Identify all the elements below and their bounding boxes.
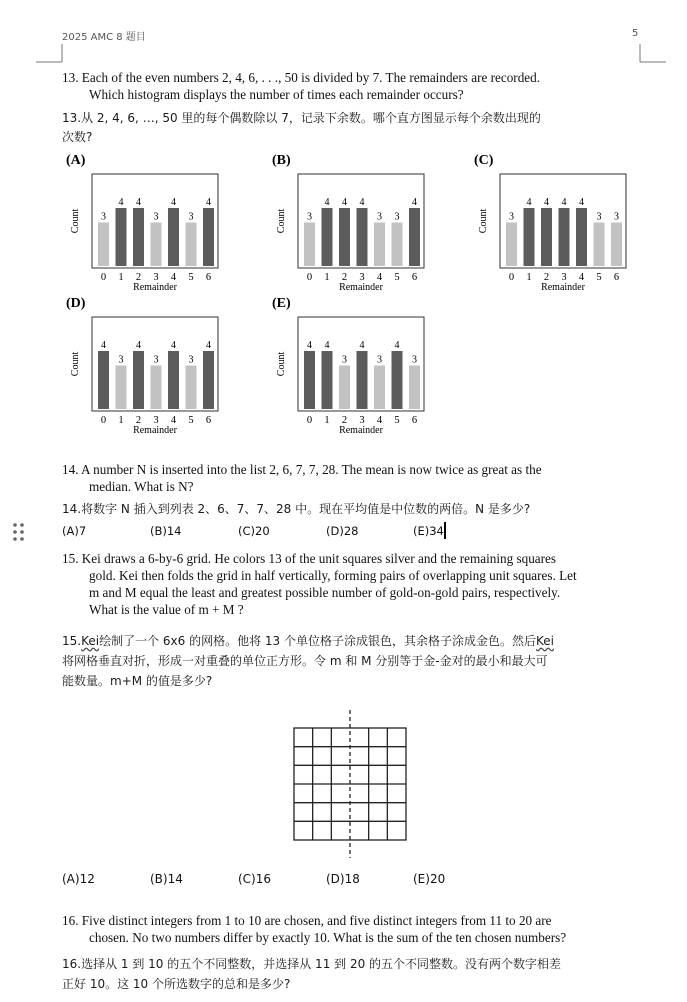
q15-zh-name-kei: Kei	[81, 634, 100, 648]
q15-option-d: (D)18	[326, 872, 360, 886]
q13-text-zh-2: 次数?	[62, 130, 93, 144]
q14-text-zh-1: 14.将数字 N 插入到列表 2、6、7、7、28 中。现在平均值是中位数的两倍。N 是多少?	[62, 502, 531, 516]
bar-value-label: 4	[324, 197, 330, 208]
q14-option-d: (D)28	[326, 524, 359, 538]
bar-value-label: 4	[324, 340, 330, 351]
tick-label: 0	[100, 272, 107, 283]
axis-label-remainder: Remainder	[133, 282, 177, 293]
q15-zh-line1-rest: 绘制了一个 6x6 的网格。他将 13 个单位格子涂成银色，其余格子涂成金色。然后	[99, 634, 536, 648]
tick-label: 0	[306, 415, 313, 426]
bar-value-label: 4	[359, 197, 365, 208]
bar-remainder-2	[339, 366, 350, 410]
q14-option-b: (B)14	[150, 524, 182, 538]
histogram-a	[62, 150, 232, 295]
bar-value-label: 3	[596, 211, 602, 223]
tick-label: 5	[188, 272, 194, 283]
tick-label: 5	[394, 272, 400, 283]
tick-label: 3	[359, 272, 365, 283]
bar-value-label: 3	[509, 211, 514, 223]
bar-remainder-3	[559, 208, 570, 266]
histogram-b-label: (B)	[272, 153, 291, 168]
bar-remainder-5	[186, 366, 197, 410]
text-cursor	[444, 522, 446, 539]
tick-label: 6	[205, 272, 212, 283]
axis-label-count: Count	[276, 351, 287, 377]
bar-value-label: 4	[206, 340, 211, 351]
q16-text-en-1: 16. Five distinct integers from 1 to 10 are chosen, and five distinct integers from 11 to 20 are	[62, 913, 552, 928]
bar-value-label: 3	[614, 211, 619, 223]
bar-value-label: 3	[188, 354, 194, 366]
bar-remainder-3	[357, 351, 368, 409]
tick-label: 6	[205, 415, 212, 426]
tick-label: 3	[561, 272, 567, 283]
histogram-c	[470, 150, 640, 295]
histogram-e-label: (E)	[272, 296, 291, 311]
bar-remainder-1	[116, 366, 127, 410]
histogram-d-label: (D)	[66, 296, 86, 311]
tick-label: 1	[526, 272, 532, 283]
q13-text-en-1: 13. Each of the even numbers 2, 4, 6, . . ., 50 is divided by 7. The remainders are recorded.	[62, 70, 541, 85]
bar-value-label: 4	[136, 197, 141, 208]
q16-text-zh-1: 16.选择从 1 到 10 的五个不同整数，并选择从 11 到 20 的五个不同整数。没有两个数字相差	[62, 957, 562, 971]
drag-handle-icon[interactable]	[12, 521, 26, 543]
tick-label: 6	[411, 272, 418, 283]
q14-option-c: (C)20	[238, 524, 270, 538]
tick-label: 0	[306, 272, 313, 283]
bar-value-label: 4	[118, 197, 124, 208]
bar-remainder-5	[186, 223, 197, 267]
q15-text-en-1: 15. Kei draws a 6-by-6 grid. He colors 13 of the unit squares silver and the remaining squares	[62, 551, 557, 566]
q15-text-en-3: m and M equal the least and greatest possible number of gold-on-gold pairs, respectively.	[89, 585, 561, 600]
page-header-title: 2025 AMC 8 题目	[62, 32, 146, 43]
tick-label: 1	[324, 415, 330, 426]
bar-remainder-3	[357, 208, 368, 266]
tick-label: 5	[394, 415, 400, 426]
axis-label-remainder: Remainder	[541, 282, 585, 293]
q14-option-e: (E)34	[413, 524, 444, 538]
bar-remainder-6	[409, 208, 420, 266]
bar-remainder-5	[392, 351, 403, 409]
bar-value-label: 4	[206, 197, 211, 208]
tick-label: 3	[153, 415, 159, 426]
bar-remainder-4	[168, 351, 179, 409]
bar-remainder-6	[203, 208, 214, 266]
bar-value-label: 3	[118, 354, 124, 366]
tick-label: 5	[188, 415, 194, 426]
tick-label: 1	[324, 272, 330, 283]
tick-label: 2	[135, 272, 142, 283]
bar-remainder-2	[541, 208, 552, 266]
tick-label: 5	[596, 272, 602, 283]
bar-remainder-1	[524, 208, 535, 266]
bar-value-label: 3	[188, 211, 194, 223]
tick-label: 4	[376, 415, 383, 426]
axis-label-remainder: Remainder	[133, 425, 177, 436]
bar-remainder-2	[133, 351, 144, 409]
bar-value-label: 4	[544, 197, 549, 208]
bar-value-label: 4	[579, 197, 584, 208]
bar-remainder-2	[133, 208, 144, 266]
tick-label: 2	[543, 272, 550, 283]
bar-value-label: 4	[412, 197, 417, 208]
bar-value-label: 4	[136, 340, 141, 351]
bar-remainder-2	[339, 208, 350, 266]
bar-value-label: 3	[342, 354, 347, 366]
bar-value-label: 4	[359, 340, 365, 351]
q15-text-zh-1	[62, 632, 554, 651]
tick-label: 6	[613, 272, 620, 283]
bar-remainder-1	[322, 208, 333, 266]
q15-text-zh-2: 将网格垂直对折，形成一对重叠的单位正方形。令 m 和 M 分别等于金-金对的最小和最大可	[62, 654, 548, 668]
q15-text-en-2: gold. Kei then folds the grid in half vertically, forming pairs of overlapping unit squares. Let	[89, 568, 577, 583]
bar-remainder-0	[98, 351, 109, 409]
bar-remainder-6	[409, 366, 420, 410]
bar-value-label: 4	[101, 340, 106, 351]
bar-remainder-4	[168, 208, 179, 266]
bar-value-label: 3	[377, 211, 382, 223]
bar-remainder-5	[594, 223, 605, 267]
q13-text-en-2: Which histogram displays the number of times each remainder occurs?	[89, 87, 464, 102]
histogram-c-label: (C)	[474, 153, 494, 168]
bar-value-label: 4	[526, 197, 532, 208]
q14-text-en-1: 14. A number N is inserted into the list 2, 6, 7, 7, 28. The mean is now twice as great as the	[62, 462, 542, 477]
bar-value-label: 4	[394, 340, 400, 351]
q15-option-e: (E)20	[413, 872, 446, 886]
tick-label: 1	[118, 272, 124, 283]
q15-text-en-4: What is the value of m + M ?	[89, 602, 244, 617]
tick-label: 6	[411, 415, 418, 426]
bar-remainder-3	[151, 366, 162, 410]
bar-value-label: 3	[153, 354, 159, 366]
bar-remainder-0	[98, 223, 109, 267]
q16-text-en-2: chosen. No two numbers differ by exactly 10. What is the sum of the ten chosen numbers?	[89, 930, 567, 945]
bar-value-label: 4	[342, 197, 347, 208]
q15-option-c: (C)16	[238, 872, 272, 886]
six-by-six-grid	[280, 708, 420, 863]
bar-remainder-0	[304, 351, 315, 409]
histogram-a-label: (A)	[66, 153, 86, 168]
bar-remainder-0	[506, 223, 517, 267]
bar-value-label: 3	[307, 211, 312, 223]
histogram-b	[268, 150, 438, 295]
tick-label: 4	[170, 272, 177, 283]
bar-remainder-5	[392, 223, 403, 267]
axis-label-remainder: Remainder	[339, 282, 383, 293]
histogram-d	[62, 293, 232, 438]
bar-remainder-4	[576, 208, 587, 266]
bar-value-label: 3	[101, 211, 106, 223]
bar-value-label: 3	[412, 354, 417, 366]
tick-label: 0	[100, 415, 107, 426]
bar-value-label: 3	[394, 211, 400, 223]
tick-label: 2	[135, 415, 142, 426]
tick-label: 2	[341, 415, 348, 426]
tick-label: 4	[170, 415, 177, 426]
tick-label: 4	[376, 272, 383, 283]
histogram-e	[268, 293, 438, 438]
tick-label: 1	[118, 415, 124, 426]
bar-value-label: 4	[171, 197, 176, 208]
axis-label-count: Count	[70, 208, 81, 234]
q14-text-en-2: median. What is N?	[89, 479, 194, 494]
q15-text-zh-3: 能数量。m+M 的值是多少?	[62, 674, 213, 688]
tick-label: 4	[578, 272, 585, 283]
q16-text-zh-2: 正好 10。这 10 个所选数字的总和是多少?	[62, 977, 291, 991]
bar-remainder-4	[374, 366, 385, 410]
q15-zh-name-kei-2: Kei	[536, 634, 554, 648]
bar-remainder-3	[151, 223, 162, 267]
axis-label-count: Count	[478, 208, 489, 234]
bar-remainder-1	[322, 351, 333, 409]
q15-option-b: (B)14	[150, 872, 183, 886]
bar-value-label: 4	[307, 340, 312, 351]
tick-label: 2	[341, 272, 348, 283]
bar-value-label: 3	[377, 354, 382, 366]
bar-value-label: 3	[153, 211, 159, 223]
bar-remainder-4	[374, 223, 385, 267]
header-rules	[0, 0, 687, 80]
tick-label: 3	[359, 415, 365, 426]
tick-label: 0	[508, 272, 515, 283]
axis-label-remainder: Remainder	[339, 425, 383, 436]
bar-remainder-6	[203, 351, 214, 409]
bar-remainder-1	[116, 208, 127, 266]
page-number: 5	[632, 28, 639, 39]
tick-label: 3	[153, 272, 159, 283]
q13-text-zh-1: 13.从 2, 4, 6, …, 50 里的每个偶数除以 7，记录下余数。哪个直方图显示每个余数出现的	[62, 111, 541, 125]
bar-value-label: 4	[171, 340, 176, 351]
bar-remainder-0	[304, 223, 315, 267]
q14-option-a: (A)7	[62, 524, 87, 538]
bar-value-label: 4	[561, 197, 567, 208]
bar-remainder-6	[611, 223, 622, 267]
q15-option-a: (A)12	[62, 872, 95, 886]
axis-label-count: Count	[70, 351, 81, 377]
q15-zh-prefix: 15.	[62, 634, 82, 648]
axis-label-count: Count	[276, 208, 287, 234]
